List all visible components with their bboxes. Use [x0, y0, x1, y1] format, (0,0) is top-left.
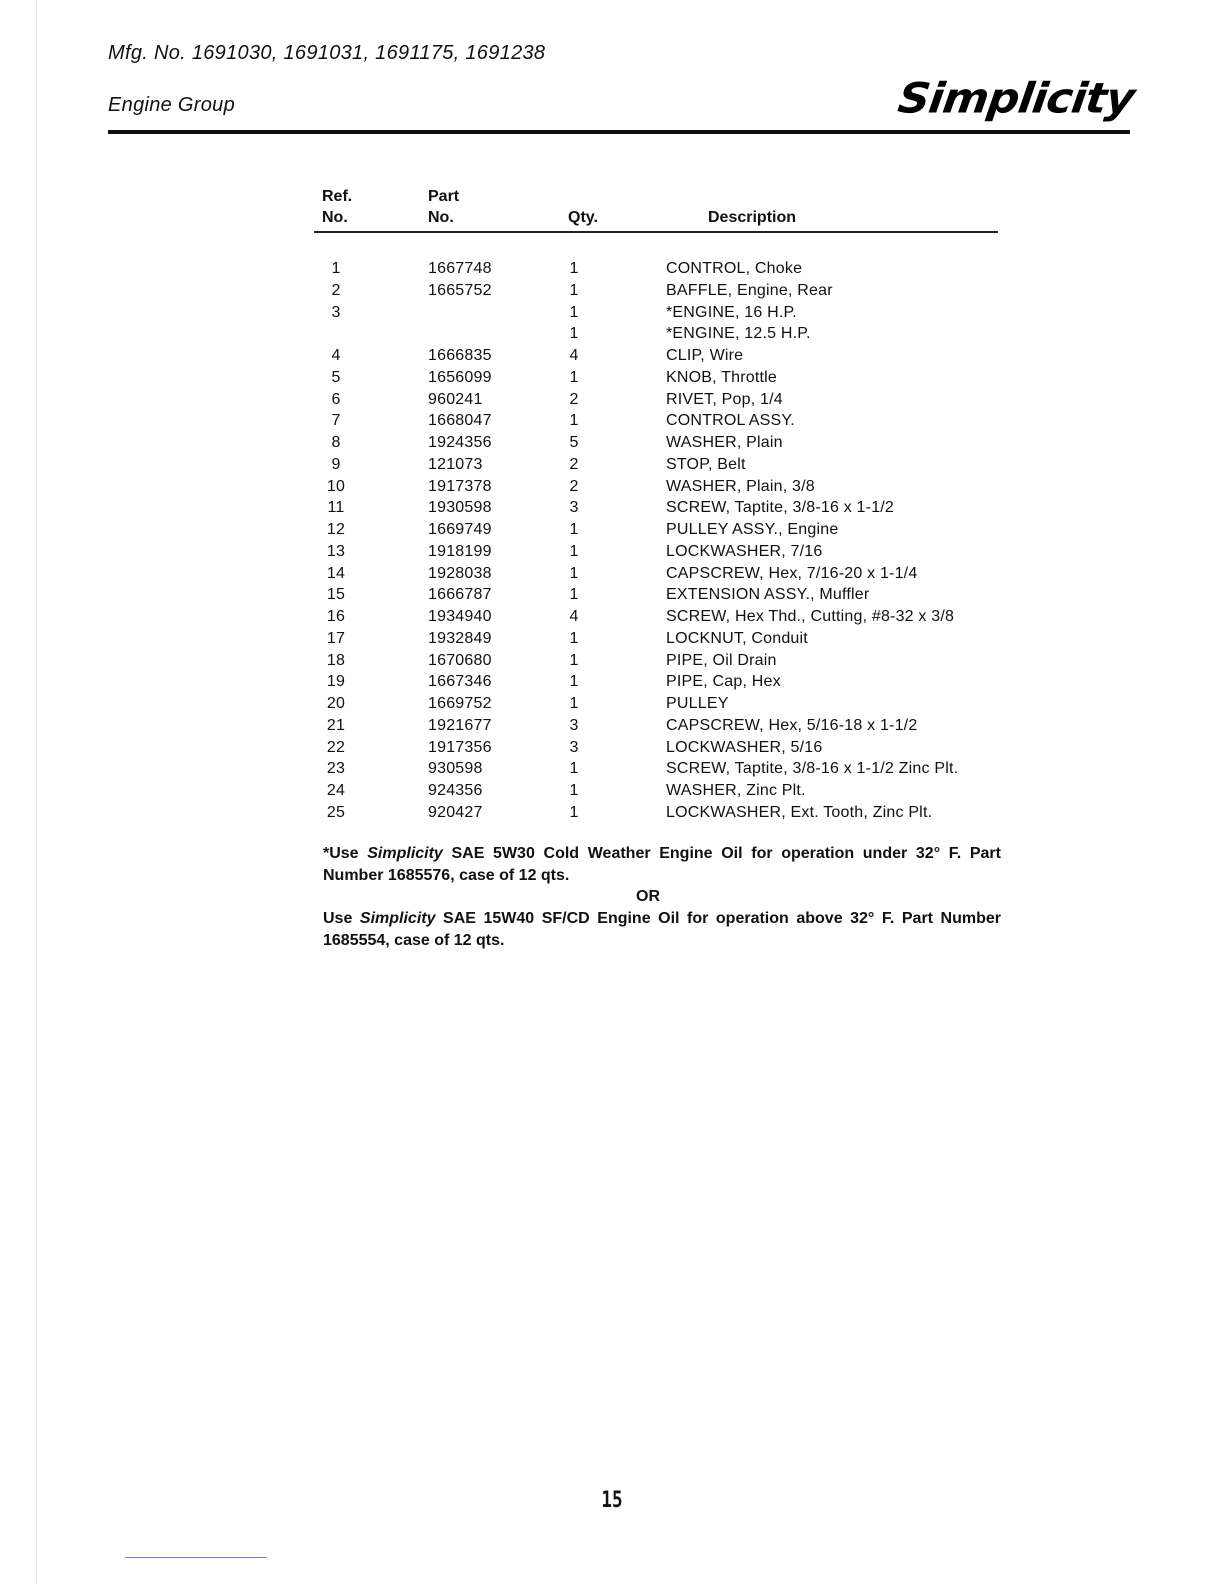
quantity: 1 [569, 695, 579, 712]
ref-number: 5 [331, 368, 341, 386]
part-number: 1665752 [428, 281, 492, 299]
ref-number: 17 [326, 629, 346, 647]
quantity: 1 [569, 586, 579, 604]
part-number: 1669752 [428, 695, 492, 712]
description: LOCKNUT, Conduit [666, 629, 808, 647]
ref-number: 23 [326, 760, 346, 778]
part-number: 924356 [428, 782, 483, 799]
ref-number: 3 [331, 303, 341, 321]
page-number: 15 [601, 1488, 623, 1513]
part-number: 1918199 [428, 542, 492, 560]
ref-number: 11 [327, 499, 345, 517]
column-header-ref-line2: No. [322, 209, 348, 226]
or-separator: OR [636, 888, 660, 905]
ref-number: 6 [331, 390, 341, 408]
table-row [0, 410, 1224, 432]
part-number: 960241 [428, 390, 483, 408]
ref-number: 14 [326, 564, 346, 582]
description: CONTROL, Choke [666, 260, 803, 277]
table-row [0, 432, 1224, 454]
quantity: 1 [569, 521, 579, 538]
ref-number: 25 [326, 803, 346, 821]
ref-number: 24 [326, 782, 346, 799]
column-header-description: Description [708, 209, 797, 226]
part-number: 920427 [428, 803, 483, 821]
description: PULLEY ASSY., Engine [666, 521, 839, 538]
note-brand: Simplicity [367, 845, 443, 862]
quantity: 1 [569, 281, 579, 299]
column-header-ref [322, 186, 352, 228]
quantity: 1 [569, 564, 579, 582]
group-title: Engine Group [108, 94, 236, 116]
quantity: 1 [569, 673, 579, 691]
header-rule [108, 130, 1130, 134]
quantity: 4 [569, 608, 579, 625]
oil-note-warm-weather [323, 908, 1001, 952]
part-number: 1932849 [428, 629, 492, 647]
description: CLIP, Wire [666, 347, 744, 364]
description: WASHER, Plain, 3/8 [666, 477, 815, 495]
description: CAPSCREW, Hex, 7/16-20 x 1-1/4 [666, 564, 918, 582]
part-number: 1670680 [428, 651, 492, 669]
ref-number: 2 [331, 281, 341, 299]
table-row [0, 497, 1224, 519]
quantity: 1 [569, 782, 579, 799]
quantity: 1 [569, 325, 579, 343]
ref-number: 22 [326, 738, 346, 756]
oil-note-cold-weather [323, 843, 1001, 887]
table-row [0, 693, 1224, 715]
part-number: 1656099 [428, 368, 492, 386]
table-header-rule [314, 231, 998, 233]
column-header-part [428, 186, 459, 228]
note-text: SAE 15W40 SF/CD Engine Oil for operation above 32° F. Part Number 1685554, case of 12 qts. [323, 910, 1001, 949]
part-number: 1921677 [428, 716, 492, 734]
ref-number: 19 [326, 673, 346, 691]
part-number: 121073 [428, 455, 483, 473]
ref-number: 9 [331, 455, 341, 473]
quantity: 1 [569, 629, 579, 647]
quantity: 1 [569, 803, 579, 821]
part-number: 1667346 [428, 673, 492, 691]
part-number: 1928038 [428, 564, 492, 582]
description: BAFFLE, Engine, Rear [666, 281, 833, 299]
part-number: 1667748 [428, 260, 492, 277]
footer-line [125, 1557, 267, 1558]
table-row [0, 476, 1224, 498]
table-row [0, 650, 1224, 672]
note-text: SAE 5W30 Cold Weather Engine Oil for operation under 32° F. Part Number 1685576, case of 12 qts. [323, 845, 1001, 884]
note-brand: Simplicity [359, 910, 436, 927]
ref-number: 15 [326, 586, 346, 604]
description: CONTROL ASSY. [666, 412, 795, 430]
quantity: 1 [569, 760, 579, 778]
parts-list [0, 258, 1224, 824]
quantity: 1 [569, 303, 579, 321]
mfg-numbers: Mfg. No. 1691030, 1691031, 1691175, 1691238 [108, 42, 546, 64]
part-number: 1917356 [428, 738, 492, 756]
description: WASHER, Zinc Plt. [666, 782, 806, 799]
table-row [0, 454, 1224, 476]
ref-number: 7 [331, 412, 341, 430]
quantity: 4 [569, 347, 579, 364]
table-row [0, 584, 1224, 606]
note-prefix: Use [323, 910, 360, 927]
quantity: 2 [569, 477, 579, 495]
quantity: 3 [569, 716, 579, 734]
table-row [0, 258, 1224, 280]
table-row [0, 606, 1224, 628]
part-number: 1924356 [428, 434, 492, 451]
table-row [0, 628, 1224, 650]
ref-number: 4 [331, 347, 341, 364]
part-number: 1930598 [428, 499, 492, 517]
description: PIPE, Oil Drain [666, 651, 777, 669]
description: SCREW, Taptite, 3/8-16 x 1-1/2 Zinc Plt. [666, 760, 959, 778]
quantity: 1 [569, 651, 579, 669]
ref-number: 12 [326, 521, 346, 538]
part-number: 1668047 [428, 412, 492, 430]
column-header-part-line1: Part [428, 188, 460, 205]
description: WASHER, Plain [666, 434, 783, 451]
ref-number: 10 [326, 477, 346, 495]
part-number: 930598 [428, 760, 483, 778]
table-row [0, 715, 1224, 737]
description: PULLEY [666, 695, 729, 712]
part-number: 1934940 [428, 608, 492, 625]
column-header-part-line2: No. [428, 209, 454, 226]
note-prefix: *Use [323, 845, 368, 862]
ref-number: 21 [326, 716, 346, 734]
table-row [0, 563, 1224, 585]
column-header-qty: Qty. [568, 209, 598, 226]
description: LOCKWASHER, 7/16 [666, 542, 823, 560]
table-row [0, 280, 1224, 302]
quantity: 2 [569, 390, 579, 408]
quantity: 2 [569, 455, 579, 473]
description: SCREW, Hex Thd., Cutting, #8-32 x 3/8 [666, 608, 955, 625]
column-header-ref-line1: Ref. [322, 188, 353, 205]
table-row [0, 367, 1224, 389]
table-row [0, 802, 1224, 824]
ref-number: 1 [331, 260, 341, 277]
table-row [0, 519, 1224, 541]
quantity: 1 [569, 412, 579, 430]
table-row [0, 780, 1224, 802]
table-row [0, 758, 1224, 780]
quantity: 1 [569, 368, 579, 386]
description: *ENGINE, 12.5 H.P. [666, 325, 811, 343]
description: SCREW, Taptite, 3/8-16 x 1-1/2 [666, 499, 895, 517]
description: PIPE, Cap, Hex [666, 673, 781, 691]
table-row [0, 345, 1224, 367]
part-number: 1666835 [428, 347, 492, 364]
ref-number: 16 [326, 608, 346, 625]
description: LOCKWASHER, Ext. Tooth, Zinc Plt. [666, 803, 933, 821]
description: STOP, Belt [666, 455, 746, 473]
part-number: 1669749 [428, 521, 492, 538]
table-row [0, 671, 1224, 693]
part-number: 1917378 [428, 477, 492, 495]
description: EXTENSION ASSY., Muffler [666, 586, 870, 604]
description: LOCKWASHER, 5/16 [666, 738, 823, 756]
brand-logo: Simplicity [894, 74, 1137, 123]
table-row [0, 302, 1224, 324]
quantity: 1 [569, 260, 579, 277]
description: *ENGINE, 16 H.P. [666, 303, 797, 321]
table-row [0, 541, 1224, 563]
ref-number: 8 [331, 434, 341, 451]
description: CAPSCREW, Hex, 5/16-18 x 1-1/2 [666, 716, 918, 734]
ref-number: 20 [326, 695, 346, 712]
table-row [0, 389, 1224, 411]
quantity: 5 [569, 434, 579, 451]
quantity: 3 [569, 499, 579, 517]
description: KNOB, Throttle [666, 368, 777, 386]
description: RIVET, Pop, 1/4 [666, 390, 783, 408]
quantity: 1 [569, 542, 579, 560]
ref-number: 13 [326, 542, 346, 560]
table-row [0, 737, 1224, 759]
quantity: 3 [569, 738, 579, 756]
ref-number: 18 [326, 651, 346, 669]
table-row [0, 323, 1224, 345]
part-number: 1666787 [428, 586, 492, 604]
